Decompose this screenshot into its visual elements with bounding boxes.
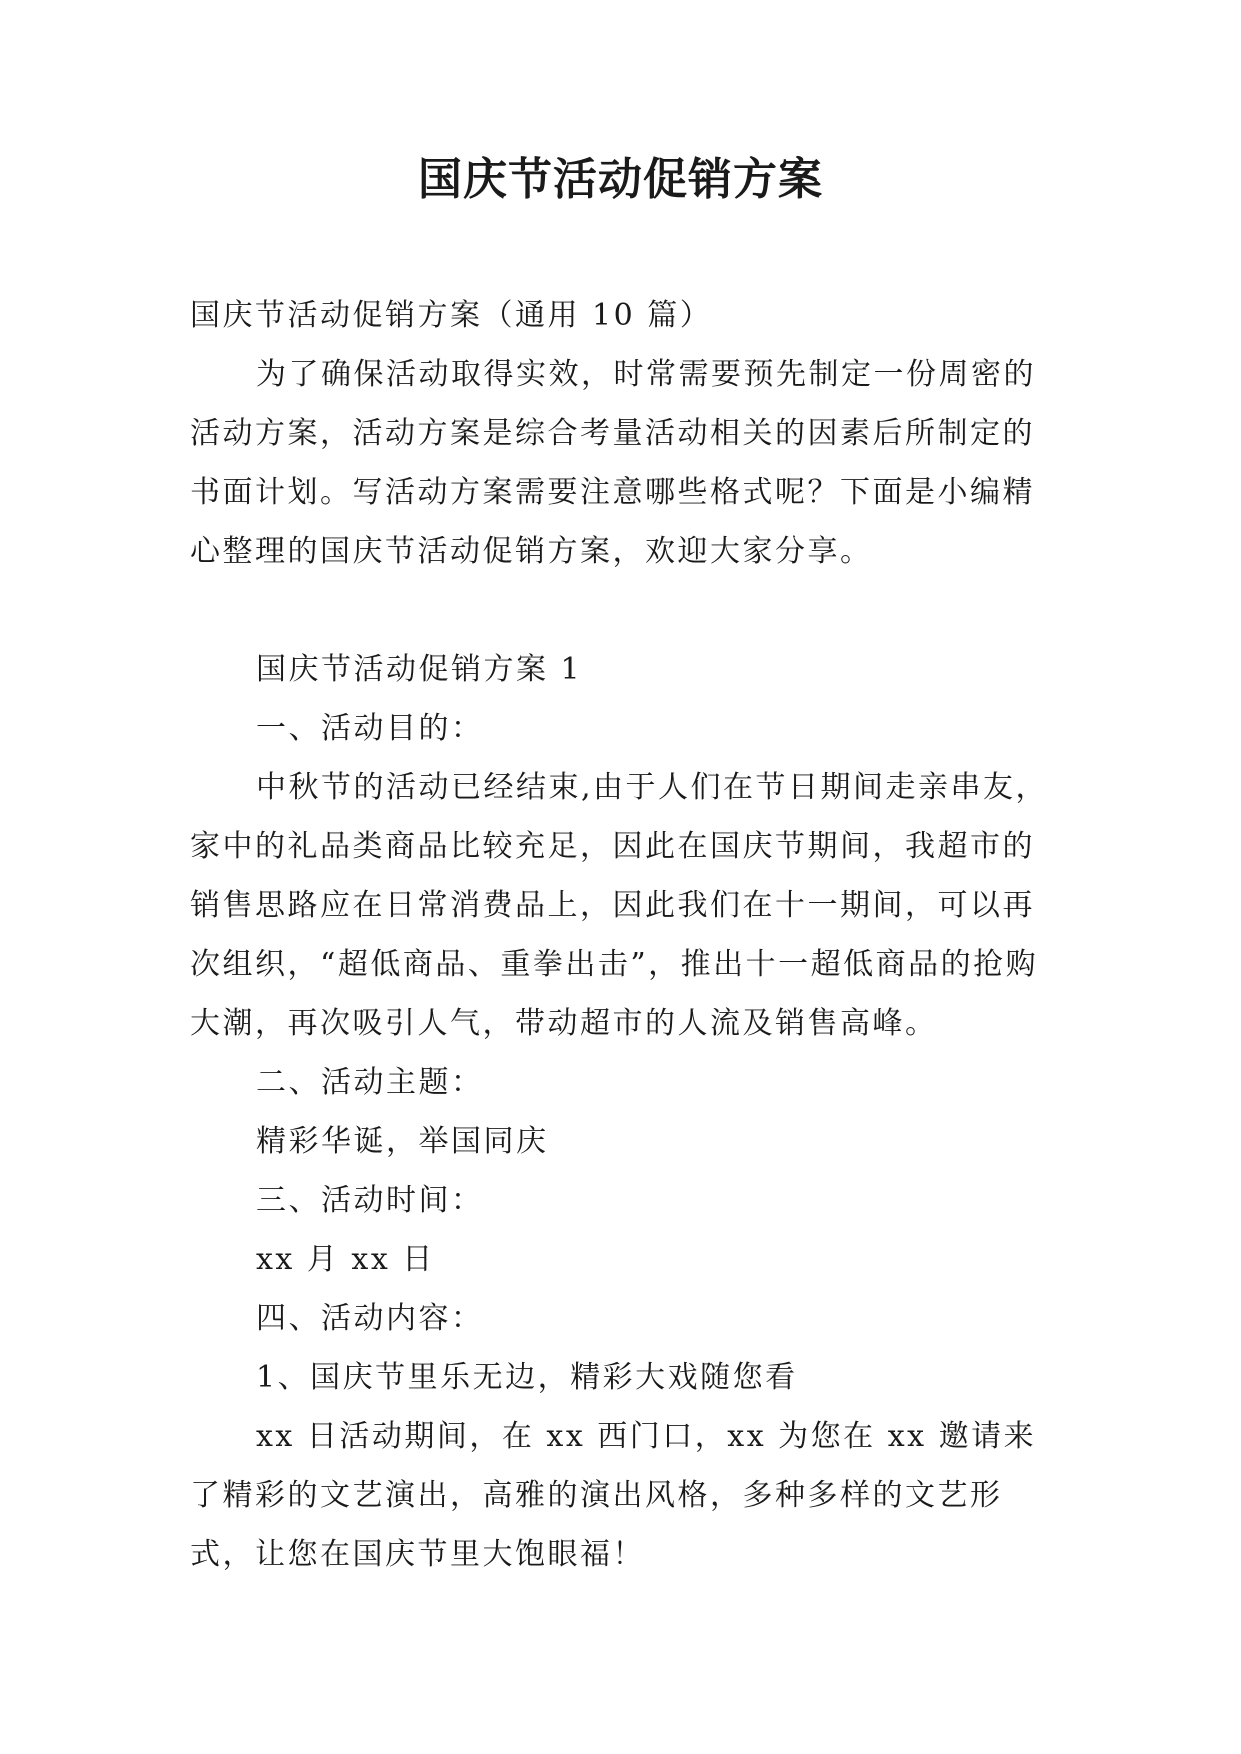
- intro-paragraph: 为了确保活动取得实效，时常需要预先制定一份周密的活动方案，活动方案是综合考量活动相关的因素后所制定的书面计划。写活动方案需要注意哪些格式呢？下面是小编精心整理的国庆节活动促销方案，欢迎大家分享。: [190, 357, 1036, 569]
- heading-theme: 二、活动主题：: [256, 1065, 484, 1100]
- time-text: xx 月 xx 日: [256, 1242, 435, 1277]
- content-item-1-heading: 1、国庆节里乐无边，精彩大戏随您看: [256, 1360, 798, 1395]
- heading-time: 三、活动时间：: [256, 1183, 484, 1218]
- section-title: 国庆节活动促销方案 1: [256, 652, 583, 687]
- document-body: [190, 286, 1060, 1584]
- paragraph-spacer: [190, 581, 1060, 640]
- heading-purpose: 一、活动目的：: [256, 711, 484, 746]
- purpose-paragraph: 中秋节的活动已经结束,由于人们在节日期间走亲串友，家中的礼品类商品比较充足，因此在国庆节期间，我超市的销售思路应在日常消费品上，因此我们在十一期间，可以再次组织，“超低商品、重拳出击”，推出十一超低商品的抢购大潮，再次吸引人气，带动超市的人流及销售高峰。: [190, 770, 1049, 1041]
- heading-content: 四、活动内容：: [256, 1301, 484, 1336]
- content-item-1-paragraph: xx 日活动期间，在 xx 西门口，xx 为您在 xx 邀请来了精彩的文艺演出，高雅的演出风格，多种多样的文艺形式，让您在国庆节里大饱眼福！: [190, 1419, 1037, 1572]
- document-title: 国庆节活动促销方案: [418, 154, 823, 205]
- theme-text: 精彩华诞，举国同庆: [256, 1124, 549, 1159]
- document-subtitle: 国庆节活动促销方案（通用 10 篇）: [190, 298, 713, 333]
